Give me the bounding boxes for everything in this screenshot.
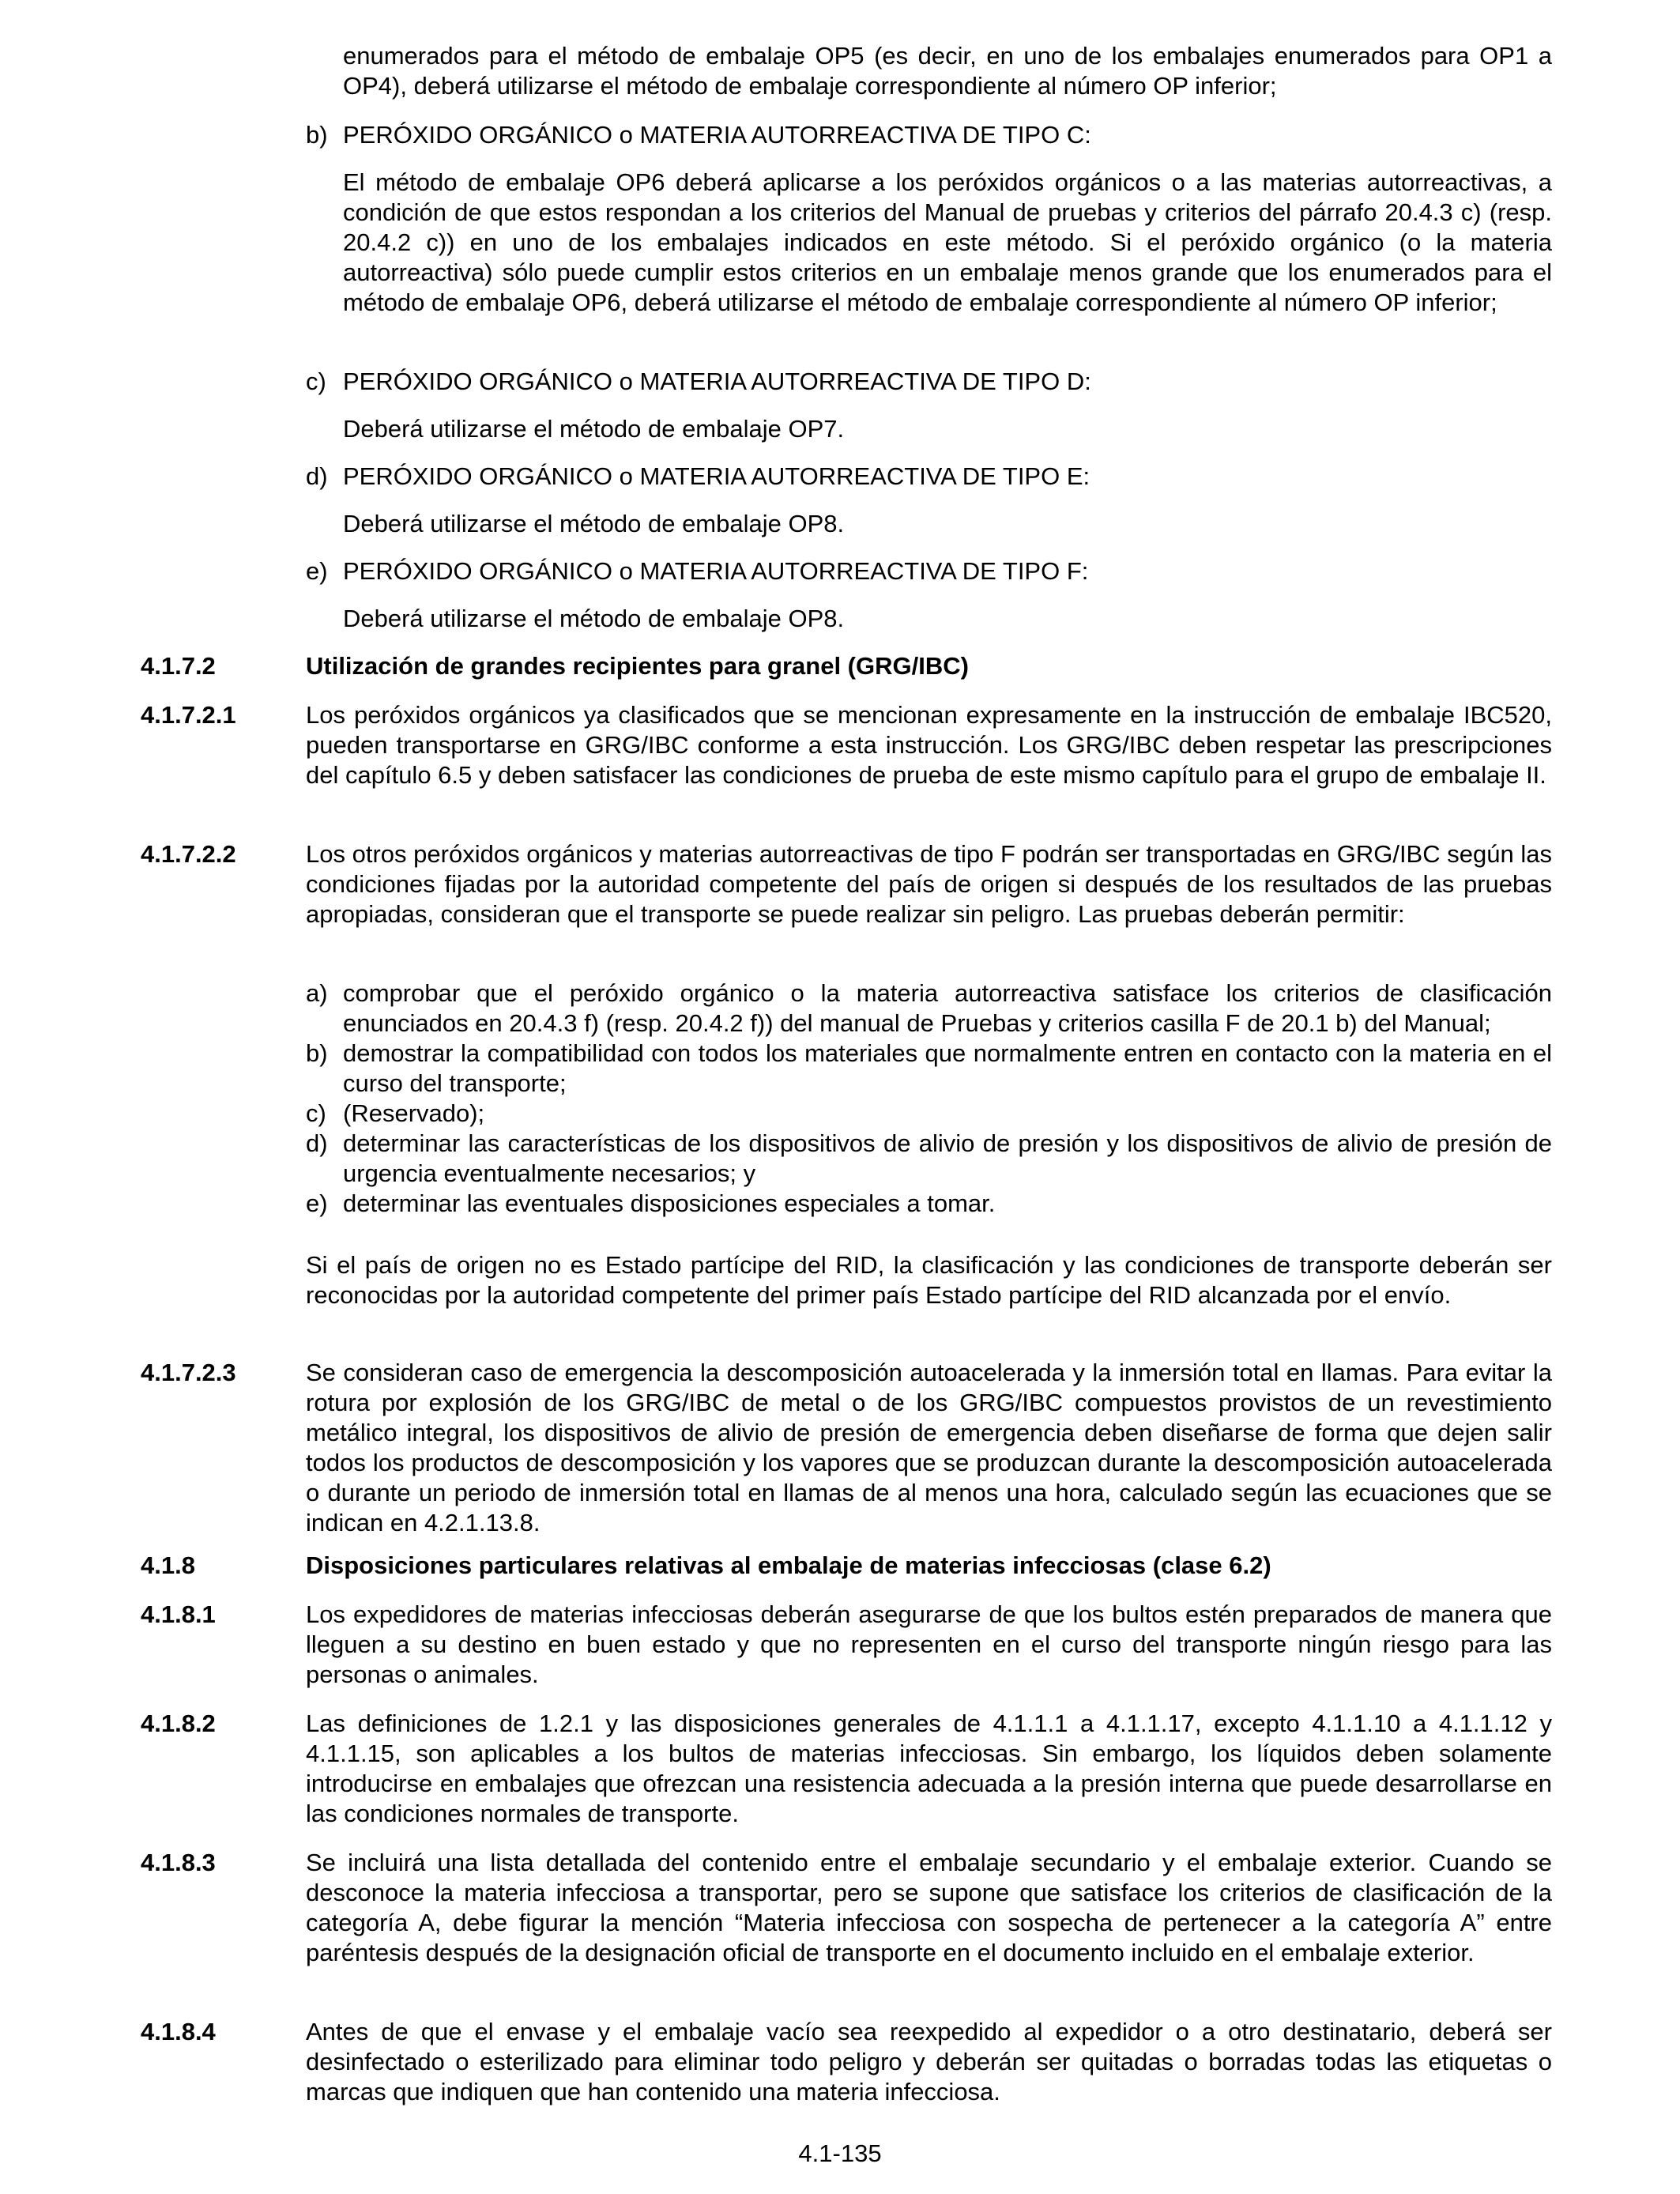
type-c-title: PERÓXIDO ORGÁNICO o MATERIA AUTORREACTIVA DE TIPO C: — [343, 121, 1091, 149]
section-number: 4.1.7.2 — [141, 652, 216, 680]
list-marker: b) — [306, 121, 328, 149]
section-number: 4.1.8 — [141, 1551, 195, 1579]
list-marker: d) — [306, 1129, 328, 1157]
section-paragraph: Antes de que el envase y el embalaje vacío sea reexpedido al expedidor o a otro destinatario, deberá ser desinfectado o esterilizado para eliminar todo peligro y deberán ser quitadas o borradas todas las etiquetas o marcas que indiquen que han contenido una materia infecciosa. — [306, 2018, 1552, 2105]
type-f-paragraph: Deberá utilizarse el método de embalaje OP8. — [343, 605, 845, 632]
type-f-title: PERÓXIDO ORGÁNICO o MATERIA AUTORREACTIVA DE TIPO F: — [343, 557, 1089, 585]
section-number: 4.1.8.2 — [141, 1710, 216, 1737]
section-paragraph: Se incluirá una lista detallada del contenido entre el embalaje secundario y el embalaje exterior. Cuando se desconoce la materia infecciosa a transportar, pero se supone que satisface los criterios de clasificación de la categoría A, debe figurar la mención “Materia infecciosa con sospecha de pertenecer a la categoría A” entre paréntesis después de la designación oficial de transporte en el documento incluido en el embalaje exterior. — [306, 1849, 1552, 1966]
list-item-text: demostrar la compatibilidad con todos los materiales que normalmente entren en contacto con la materia en el curso del transporte; — [343, 1039, 1552, 1097]
list-marker: c) — [306, 368, 326, 395]
section-number: 4.1.7.2.1 — [141, 701, 236, 729]
section-number: 4.1.8.3 — [141, 1849, 216, 1876]
list-marker: c) — [306, 1099, 326, 1127]
list-item-text: determinar las características de los dispositivos de alivio de presión y los dispositivos de alivio de presión de urgencia eventualmente necesarios; y — [343, 1129, 1552, 1187]
list-marker: e) — [306, 1189, 328, 1217]
type-d-title: PERÓXIDO ORGÁNICO o MATERIA AUTORREACTIVA DE TIPO D: — [343, 368, 1091, 395]
section-number: 4.1.7.2.2 — [141, 840, 236, 868]
section-heading: Disposiciones particulares relativas al embalaje de materias infecciosas (clase 6.2) — [306, 1551, 1271, 1579]
list-marker: b) — [306, 1039, 328, 1067]
list-marker: a) — [306, 979, 328, 1007]
section-paragraph: Los otros peróxidos orgánicos y materias autorreactivas de tipo F podrán ser transportadas en GRG/IBC según las condiciones fijadas por la autoridad competente del país de origen si después de los resultados de las pruebas apropiadas, consideran que el transporte se puede realizar sin peligro. Las pruebas deberán permitir: — [306, 840, 1552, 928]
list-marker: e) — [306, 557, 328, 585]
section-paragraph: Los expedidores de materias infecciosas deberán asegurarse de que los bultos estén preparados de manera que lleguen a su destino en buen estado y que no representen en el curso del transporte ningún riesgo para las personas o animales. — [306, 1600, 1552, 1688]
section-closing-paragraph: Si el país de origen no es Estado partícipe del RID, la clasificación y las condiciones de transporte deberán ser reconocidas por la autoridad competente del primer país Estado partícipe del RID alcanzada por el envío. — [306, 1251, 1552, 1309]
type-c-paragraph: El método de embalaje OP6 deberá aplicarse a los peróxidos orgánicos o a las materias autorreactivas, a condición de que estos respondan a los criterios del Manual de pruebas y criterios del párrafo 20.4.3 c) (resp. 20.4.2 c)) en uno de los embalajes indicados en este método. Si el peróxido orgánico (o la materia autorreactiva) sólo puede cumplir estos criterios en un embalaje menos grande que los enumerados para el método de embalaje OP6, deberá utilizarse el método de embalaje correspondiente al número OP inferior; — [343, 168, 1552, 316]
section-paragraph: Las definiciones de 1.2.1 y las disposiciones generales de 4.1.1.1 a 4.1.1.17, excepto 4.1.1.10 a 4.1.1.12 y 4.1.1.15, son aplicables a los bultos de materias infecciosas. Sin embargo, los líquidos deben solamente introducirse en embalajes que ofrezcan una resistencia adecuada a la presión interna que puede desarrollarse en las condiciones normales de transporte. — [306, 1710, 1552, 1827]
list-item-text: comprobar que el peróxido orgánico o la materia autorreactiva satisface los criterios de clasificación enunciados en 20.4.3 f) (resp. 20.4.2 f)) del manual de Pruebas y criterios casilla F de 20.1 b) del Manual; — [343, 979, 1552, 1037]
section-number: 4.1.8.4 — [141, 2018, 216, 2045]
op5-continuation-paragraph: enumerados para el método de embalaje OP5 (es decir, en uno de los embalajes enumerados para OP1 a OP4), deberá utilizarse el método de embalaje correspondiente al número OP inferior; — [343, 42, 1552, 100]
list-item-text: determinar las eventuales disposiciones especiales a tomar. — [343, 1189, 996, 1217]
section-number: 4.1.8.1 — [141, 1600, 216, 1628]
section-paragraph: Los peróxidos orgánicos ya clasificados que se mencionan expresamente en la instrucción de embalaje IBC520, pueden transportarse en GRG/IBC conforme a esta instrucción. Los GRG/IBC deben respetar las prescripciones del capítulo 6.5 y deben satisfacer las condiciones de prueba de este mismo capítulo para el grupo de embalaje II. — [306, 701, 1552, 789]
section-paragraph: Se consideran caso de emergencia la descomposición autoacelerada y la inmersión total en llamas. Para evitar la rotura por explosión de los GRG/IBC de metal o de los GRG/IBC compuestos provistos de un revestimiento metálico integral, los dispositivos de alivio de presión de emergencia deben diseñarse de forma que dejen salir todos los productos de descomposición y los vapores que se produzcan durante la descomposición autoacelerada o durante un periodo de inmersión total en llamas de al menos una hora, calculado según las ecuaciones que se indican en 4.2.1.13.8. — [306, 1359, 1552, 1536]
section-heading: Utilización de grandes recipientes para granel (GRG/IBC) — [306, 652, 969, 680]
type-e-paragraph: Deberá utilizarse el método de embalaje OP8. — [343, 510, 845, 537]
list-item-text: (Reservado); — [343, 1099, 485, 1127]
page-number: 4.1-135 — [798, 2139, 882, 2167]
type-e-title: PERÓXIDO ORGÁNICO o MATERIA AUTORREACTIVA DE TIPO E: — [343, 462, 1090, 490]
section-number: 4.1.7.2.3 — [141, 1359, 236, 1386]
type-d-paragraph: Deberá utilizarse el método de embalaje OP7. — [343, 415, 845, 443]
list-marker: d) — [306, 462, 328, 490]
